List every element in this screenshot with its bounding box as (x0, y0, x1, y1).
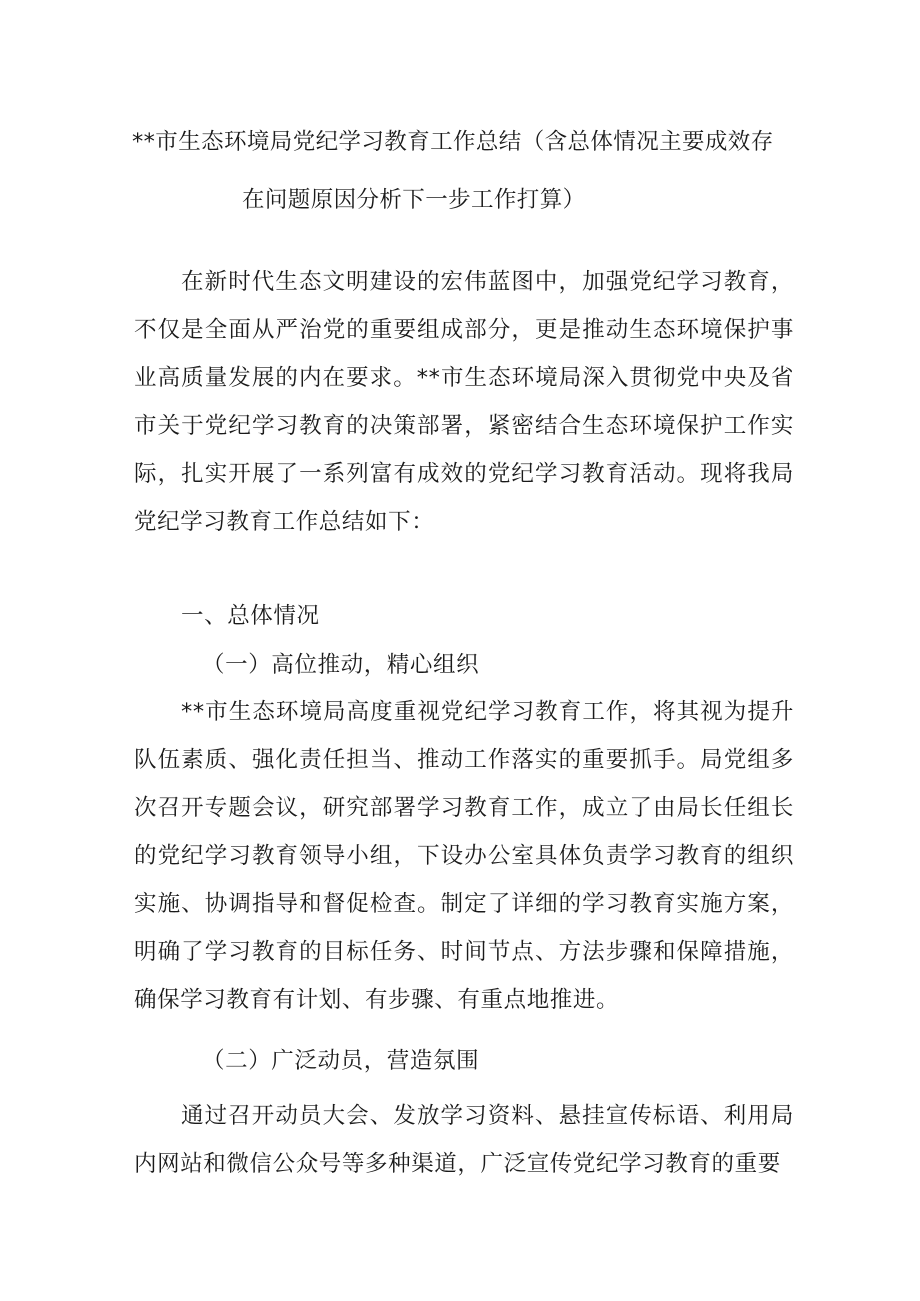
subsection-heading-2: （二）广泛动员，营造氛围 (202, 1048, 480, 1074)
subsection-2-paragraph: 通过召开动员大会、发放学习资料、悬挂宣传标语、利用局内网站和微信公众号等多种渠道，广泛宣传党纪学习教育的重要 (134, 1103, 794, 1177)
subsection-heading-1: （一）高位推动，精心组织 (202, 652, 480, 678)
document-title-line-2: 在问题原因分析下一步工作打算） (242, 187, 586, 213)
subsection-1-paragraph: **市生态环境局高度重视党纪学习教育工作，将其视为提升队伍素质、强化责任担当、推动工作落实的重要抓手。局党组多次召开专题会议，研究部署学习教育工作，成立了由局长任组长的党纪学习教育领导小组，下设办公室具体负责学习教育的组织实施、协调指导和督促检查。制定了详细的学习教育实施方案，明确了学习教育的目标任务、时间节点、方法步骤和保障措施，确保学习教育有计划、有步骤、有重点地推进。 (134, 699, 794, 1013)
document-title-line-1: **市生态环境局党纪学习教育工作总结（含总体情况主要成效存 (132, 129, 774, 155)
intro-paragraph: 在新时代生态文明建设的宏伟蓝图中，加强党纪学习教育，不仅是全面从严治党的重要组成部分，更是推动生态环境保护事业高质量发展的内在要求。**市生态环境局深入贯彻党中央及省市关于党纪学习教育的决策部署，紧密结合生态环境保护工作实际，扎实开展了一系列富有成效的党纪学习教育活动。现将我局党纪学习教育工作总结如下： (134, 269, 794, 535)
section-heading-overall: 一、总体情况 (181, 603, 320, 629)
